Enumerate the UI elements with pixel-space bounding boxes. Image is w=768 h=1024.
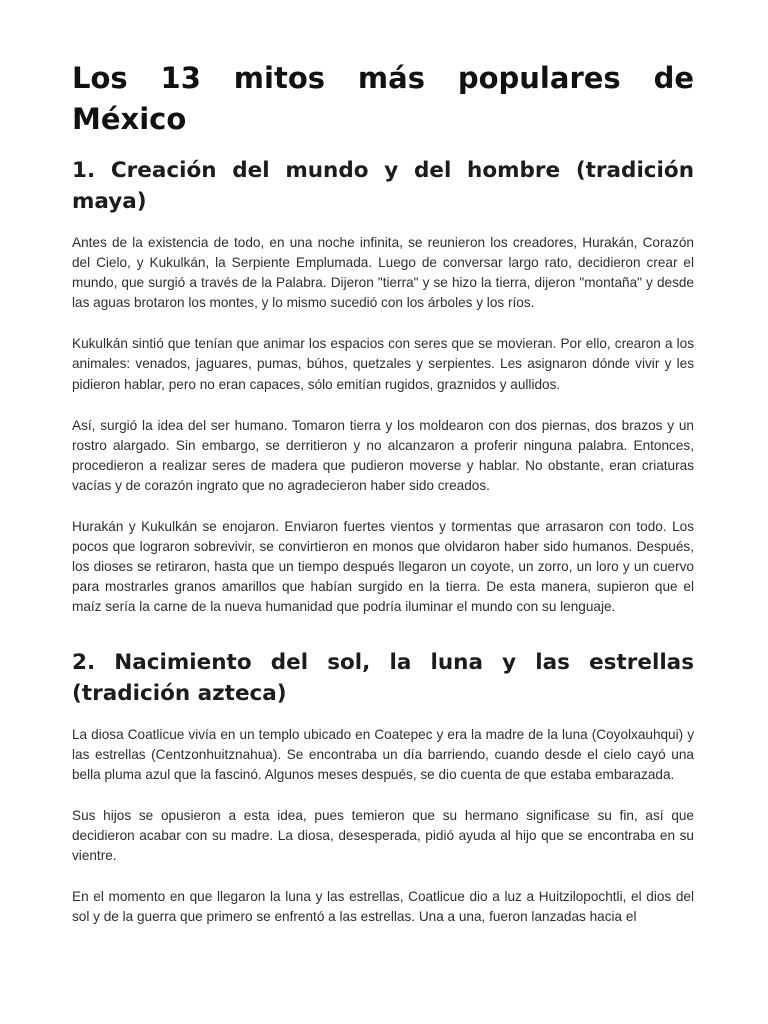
- paragraph: Así, surgió la idea del ser humano. Tomaron tierra y los moldearon con dos piernas, dos brazos y un rostro alargado. Sin embargo, se derritieron y no alcanzaron a proferir ninguna palabra. Entonces, procedieron a realizar seres de madera que pudieron moverse y hablar. No obstante, eran criaturas vacías y de corazón ingrato que no agradecieron haber sido creados.: [72, 417, 694, 493]
- document-title: Los 13 mitos más populares de México: [72, 61, 694, 136]
- section-heading-2: 2. Nacimiento del sol, la luna y las estrellas (tradición azteca): [72, 649, 694, 706]
- paragraph: Sus hijos se opusieron a esta idea, pues temieron que su hermano significase su fin, así que decidieron acabar con su madre. La diosa, desesperada, pidió ayuda al hijo que se encontraba en su vientre.: [72, 807, 694, 863]
- section-heading-1: 1. Creación del mundo y del hombre (tradición maya): [72, 158, 694, 214]
- paragraph: En el momento en que llegaron la luna y las estrellas, Coatlicue dio a luz a Huitzilopochtli, el dios del sol y de la guerra que primero se enfrentó a las estrellas. Una a una, fueron lanzadas hacia el: [72, 889, 694, 925]
- paragraph: Kukulkán sintió que tenían que animar los espacios con seres que se movieran. Por ello, crearon a los animales: venados, jaguares, pumas, búhos, quetzales y serpientes. Les asignaron dónde vivir y les pidieron hablar, pero no eran capaces, sólo emitían rugidos, graznidos y aullidos.: [72, 336, 694, 392]
- document-page: [72, 58, 694, 927]
- paragraph: Hurakán y Kukulkán se enojaron. Enviaron fuertes vientos y tormentas que arrasaron con todo. Los pocos que lograron sobrevivir, se convirtieron en monos que olvidaron haber sido humanos. Después, los dioses se retiraron, hasta que un tiempo después llegaron un coyote, un zorro, un loro y un cuervo para mostrarles granos amarillos que habían surgido en la tierra. De esta manera, supieron que el maíz sería la carne de la nueva humanidad que podría iluminar el mundo con su lenguaje.: [72, 519, 694, 615]
- paragraph: Antes de la existencia de todo, en una noche infinita, se reunieron los creadores, Hurakán, Corazón del Cielo, y Kukulkán, la Serpiente Emplumada. Luego de conversar largo rato, decidieron crear el mundo, que surgió a través de la Palabra. Dijeron "tierra" y se hizo la tierra, dijeron "montaña" y desde las aguas brotaron los montes, y lo mismo sucedió con los árboles y los ríos.: [72, 235, 694, 311]
- paragraph: La diosa Coatlicue vivía en un templo ubicado en Coatepec y era la madre de la luna (Coyolxauhqui) y las estrellas (Centzonhuitznahua). Se encontraba un día barriendo, cuando desde el cielo cayó una bella pluma azul que la fascinó. Algunos meses después, se dio cuenta de que estaba embarazada.: [72, 726, 694, 782]
